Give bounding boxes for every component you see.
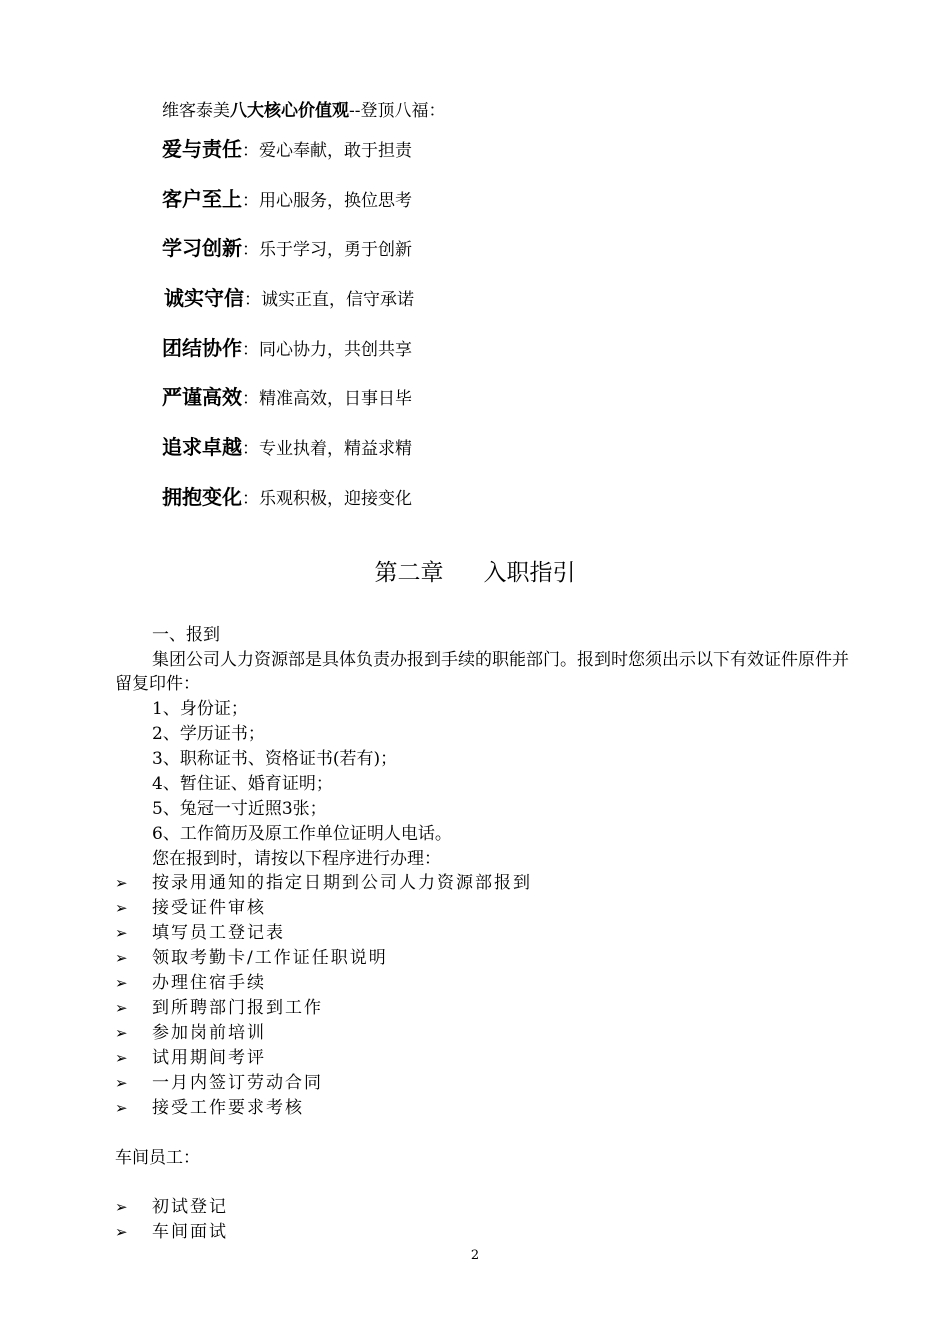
list-item (115, 922, 285, 944)
step-text: 参加岗前培训 (152, 1023, 266, 1043)
intro-suffix: --登顶八福： (349, 101, 446, 121)
list-item (115, 1072, 323, 1094)
arrow-bullet-icon: ➢ (115, 1074, 128, 1092)
list-item (115, 997, 323, 1019)
list-item (115, 1097, 304, 1119)
step-text: 填写员工登记表 (152, 923, 285, 943)
document-item: 2、学历证书； (152, 724, 265, 744)
step-text: 办理住宿手续 (152, 973, 266, 993)
value-desc: ：专业执着，精益求精 (242, 439, 412, 459)
value-term: 学习创新 (162, 236, 242, 260)
chapter-title: 入职指引 (483, 560, 576, 586)
document-item: 6、工作简历及原工作单位证明人电话。 (152, 824, 452, 844)
list-item (115, 872, 532, 894)
arrow-bullet-icon: ➢ (115, 974, 128, 992)
value-row (162, 384, 412, 412)
list-item (115, 947, 388, 969)
value-row (162, 484, 412, 512)
value-term: 严谨高效 (162, 385, 242, 409)
value-row (164, 285, 414, 313)
arrow-bullet-icon: ➢ (115, 949, 128, 967)
value-row (162, 136, 412, 164)
step-text: 领取考勤卡/工作证任职说明 (152, 948, 388, 968)
value-desc: ：乐于学习，勇于创新 (242, 240, 412, 260)
step-text: 初试登记 (152, 1197, 228, 1217)
value-term: 拥抱变化 (162, 485, 242, 509)
value-term: 追求卓越 (162, 435, 242, 459)
arrow-bullet-icon: ➢ (115, 1049, 128, 1067)
procedure-intro: 您在报到时，请按以下程序进行办理： (152, 849, 441, 869)
step-text: 试用期间考评 (152, 1048, 266, 1068)
body-paragraph: 集团公司人力资源部是具体负责办报到手续的职能部门。报到时您须出示以下有效证件原件并留复印件： (115, 650, 849, 694)
arrow-bullet-icon: ➢ (115, 874, 128, 892)
chapter-number: 第二章 (374, 560, 444, 586)
list-item (115, 972, 266, 994)
value-desc: ：精准高效，日事日毕 (242, 389, 412, 409)
value-desc: ：同心协力，共创共享 (242, 340, 412, 360)
step-text: 按录用通知的指定日期到公司人力资源部报到 (152, 873, 532, 893)
workshop-label: 车间员工： (115, 1148, 200, 1168)
document-item: 4、暂住证、婚育证明； (152, 774, 333, 794)
step-text: 车间面试 (152, 1222, 228, 1242)
intro-prefix: 维客泰美 (162, 101, 230, 121)
intro-bold: 八大核心价值观 (230, 101, 349, 121)
arrow-bullet-icon: ➢ (115, 1223, 128, 1241)
list-item (115, 1047, 266, 1069)
arrow-bullet-icon: ➢ (115, 1024, 128, 1042)
value-desc: ：用心服务，换位思考 (242, 191, 412, 211)
step-text: 一月内签订劳动合同 (152, 1073, 323, 1093)
value-row (162, 186, 412, 214)
step-text: 接受证件审核 (152, 898, 266, 918)
values-intro (162, 100, 446, 122)
list-item (115, 897, 266, 919)
list-item (115, 1221, 228, 1243)
value-desc: ：爱心奉献，敢于担责 (242, 141, 412, 161)
step-text: 接受工作要求考核 (152, 1098, 304, 1118)
document-item: 5、兔冠一寸近照3张； (152, 799, 327, 819)
arrow-bullet-icon: ➢ (115, 1099, 128, 1117)
value-term: 客户至上 (162, 187, 242, 211)
document-item: 3、职称证书、资格证书(若有)； (152, 749, 398, 769)
list-item (115, 1196, 228, 1218)
section-title: 一、报到 (152, 625, 220, 645)
document-item: 1、身份证； (152, 699, 248, 719)
page-number: 2 (470, 1248, 480, 1263)
value-row (162, 434, 412, 462)
arrow-bullet-icon: ➢ (115, 899, 128, 917)
chapter-heading (0, 558, 950, 588)
step-text: 到所聘部门报到工作 (152, 998, 323, 1018)
value-desc: ：诚实正直，信守承诺 (244, 290, 414, 310)
value-term: 爱与责任 (162, 137, 242, 161)
value-term: 团结协作 (162, 336, 242, 360)
value-row (162, 335, 412, 363)
arrow-bullet-icon: ➢ (115, 1198, 128, 1216)
value-row (162, 235, 412, 263)
arrow-bullet-icon: ➢ (115, 924, 128, 942)
value-term: 诚实守信 (164, 286, 244, 310)
list-item (115, 1022, 266, 1044)
value-desc: ：乐观积极，迎接变化 (242, 489, 412, 509)
arrow-bullet-icon: ➢ (115, 999, 128, 1017)
